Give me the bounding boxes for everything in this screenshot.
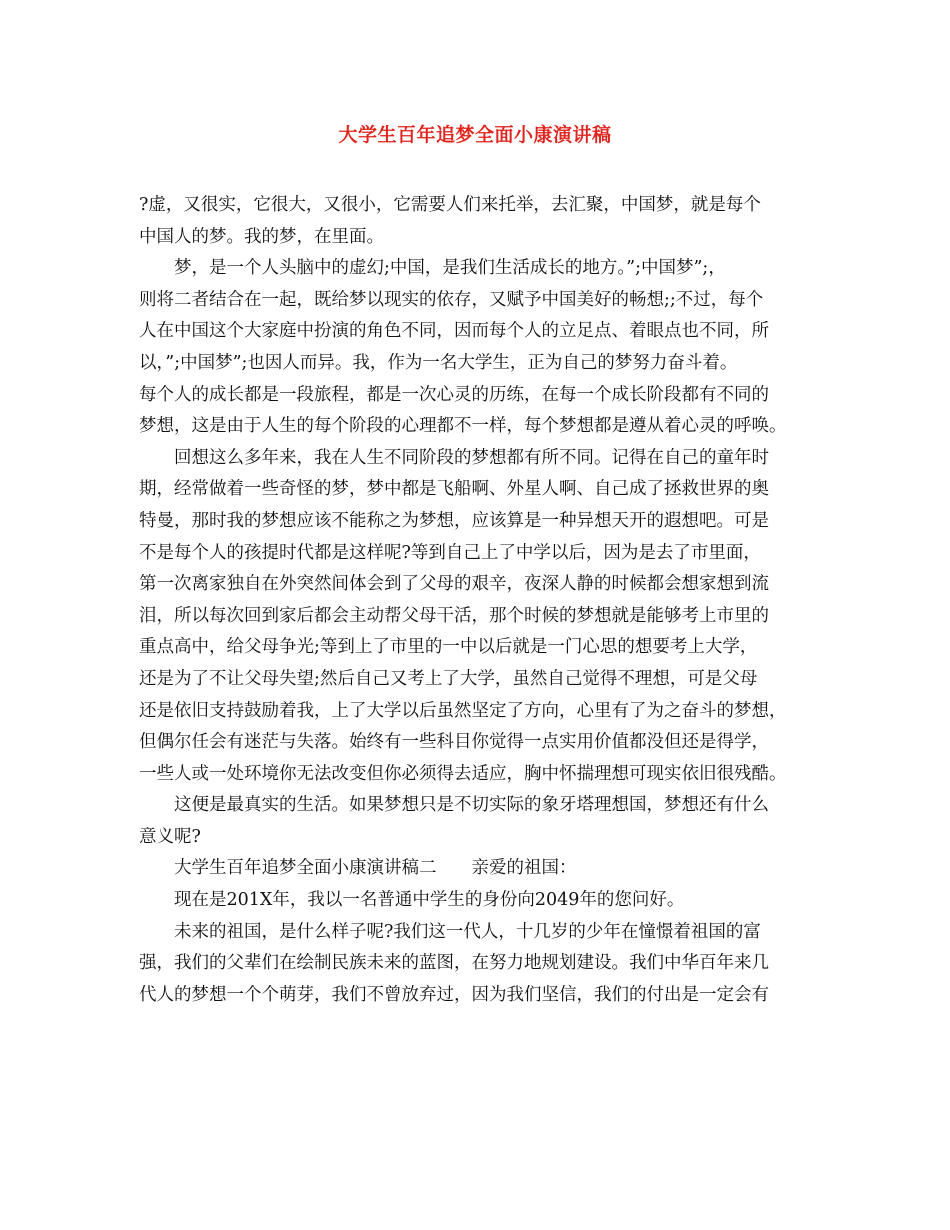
- text-line: 梦想，这是由于人生的每个阶段的心理都不一样，每个梦想都是遵从着心灵的呼唤。: [139, 416, 787, 437]
- text-line: 人在中国这个大家庭中扮演的角色不同，因而每个人的立足点、着眼点也不同，所: [139, 321, 769, 342]
- text-line: 梦，是一个人头脑中的虚幻;中国，是我们生活成长的地方。”;中国梦”;，: [174, 258, 726, 279]
- text-line: 强，我们的父辈们在绘制民族未来的蓝图，在努力地规划建设。我们中华百年来几: [139, 953, 769, 974]
- text-line: 特曼，那时我的梦想应该不能称之为梦想，应该算是一种异想天开的遐想吧。可是: [139, 510, 769, 531]
- text-line: 期，经常做着一些奇怪的梦，梦中都是飞船啊、外星人啊、自己成了拯救世界的奥: [139, 479, 769, 500]
- text-line: 这便是最真实的生活。如果梦想只是不切实际的象牙塔理想国，梦想还有什么: [174, 795, 769, 816]
- text-line: 还是依旧支持鼓励着我，上了大学以后虽然坚定了方向，心里有了为之奋斗的梦想，: [139, 700, 787, 721]
- text-line: 还是为了不让父母失望;然后自己又考上了大学，虽然自己觉得不理想，可是父母: [139, 668, 758, 689]
- text-line: 以，”;中国梦”;也因人而异。我，作为一名大学生，正为自己的梦努力奋斗着。: [139, 352, 738, 373]
- text-line: 大学生百年追梦全面小康演讲稿二 亲爱的祖国：: [174, 858, 577, 879]
- text-line: 中国人的梦。我的梦，在里面。: [139, 226, 384, 247]
- document-body: [139, 190, 815, 1011]
- text-line: 代人的梦想一个个萌芽，我们不曾放弃过，因为我们坚信，我们的付出是一定会有: [139, 984, 769, 1005]
- text-line: 现在是201X年，我以一名普通中学生的身份向2049年的您问好。: [174, 890, 685, 911]
- text-line: 泪，所以每次回到家后都会主动帮父母干活，那个时候的梦想就是能够考上市里的: [139, 605, 769, 626]
- text-line: 重点高中，给父母争光;等到上了市里的一中以后就是一门心思的想要考上大学，: [139, 637, 758, 658]
- text-line: 但偶尔任会有迷茫与失落。始终有一些科目你觉得一点实用价值都没但还是得学，: [139, 732, 769, 753]
- text-line: 未来的祖国，是什么样子呢?我们这一代人，十几岁的少年在憧憬着祖国的富: [174, 921, 761, 942]
- text-line: 一些人或一处环境你无法改变但你必须得去适应，胸中怀揣理想可现实依旧很残酷。: [139, 763, 787, 784]
- text-line: 每个人的成长都是一段旅程，都是一次心灵的历练，在每一个成长阶段都有不同的: [139, 384, 769, 405]
- text-line: 回想这么多年来，我在人生不同阶段的梦想都有所不同。记得在自己的童年时: [174, 447, 769, 468]
- text-line: 第一次离家独自在外突然间体会到了父母的艰辛，夜深人静的时候都会想家想到流: [139, 574, 769, 595]
- text-line: 则将二者结合在一起，既给梦以现实的依存，又赋予中国美好的畅想;;不过，每个: [139, 289, 764, 310]
- text-line: 意义呢?: [139, 826, 201, 847]
- text-line: 不是每个人的孩提时代都是这样呢?等到自己上了中学以后，因为是去了市里面，: [139, 542, 761, 563]
- document-title: 大学生百年追梦全面小康演讲稿: [338, 124, 612, 146]
- text-line: ?虚，又很实，它很大，又很小，它需要人们来托举，去汇聚，中国梦，就是每个: [139, 195, 761, 215]
